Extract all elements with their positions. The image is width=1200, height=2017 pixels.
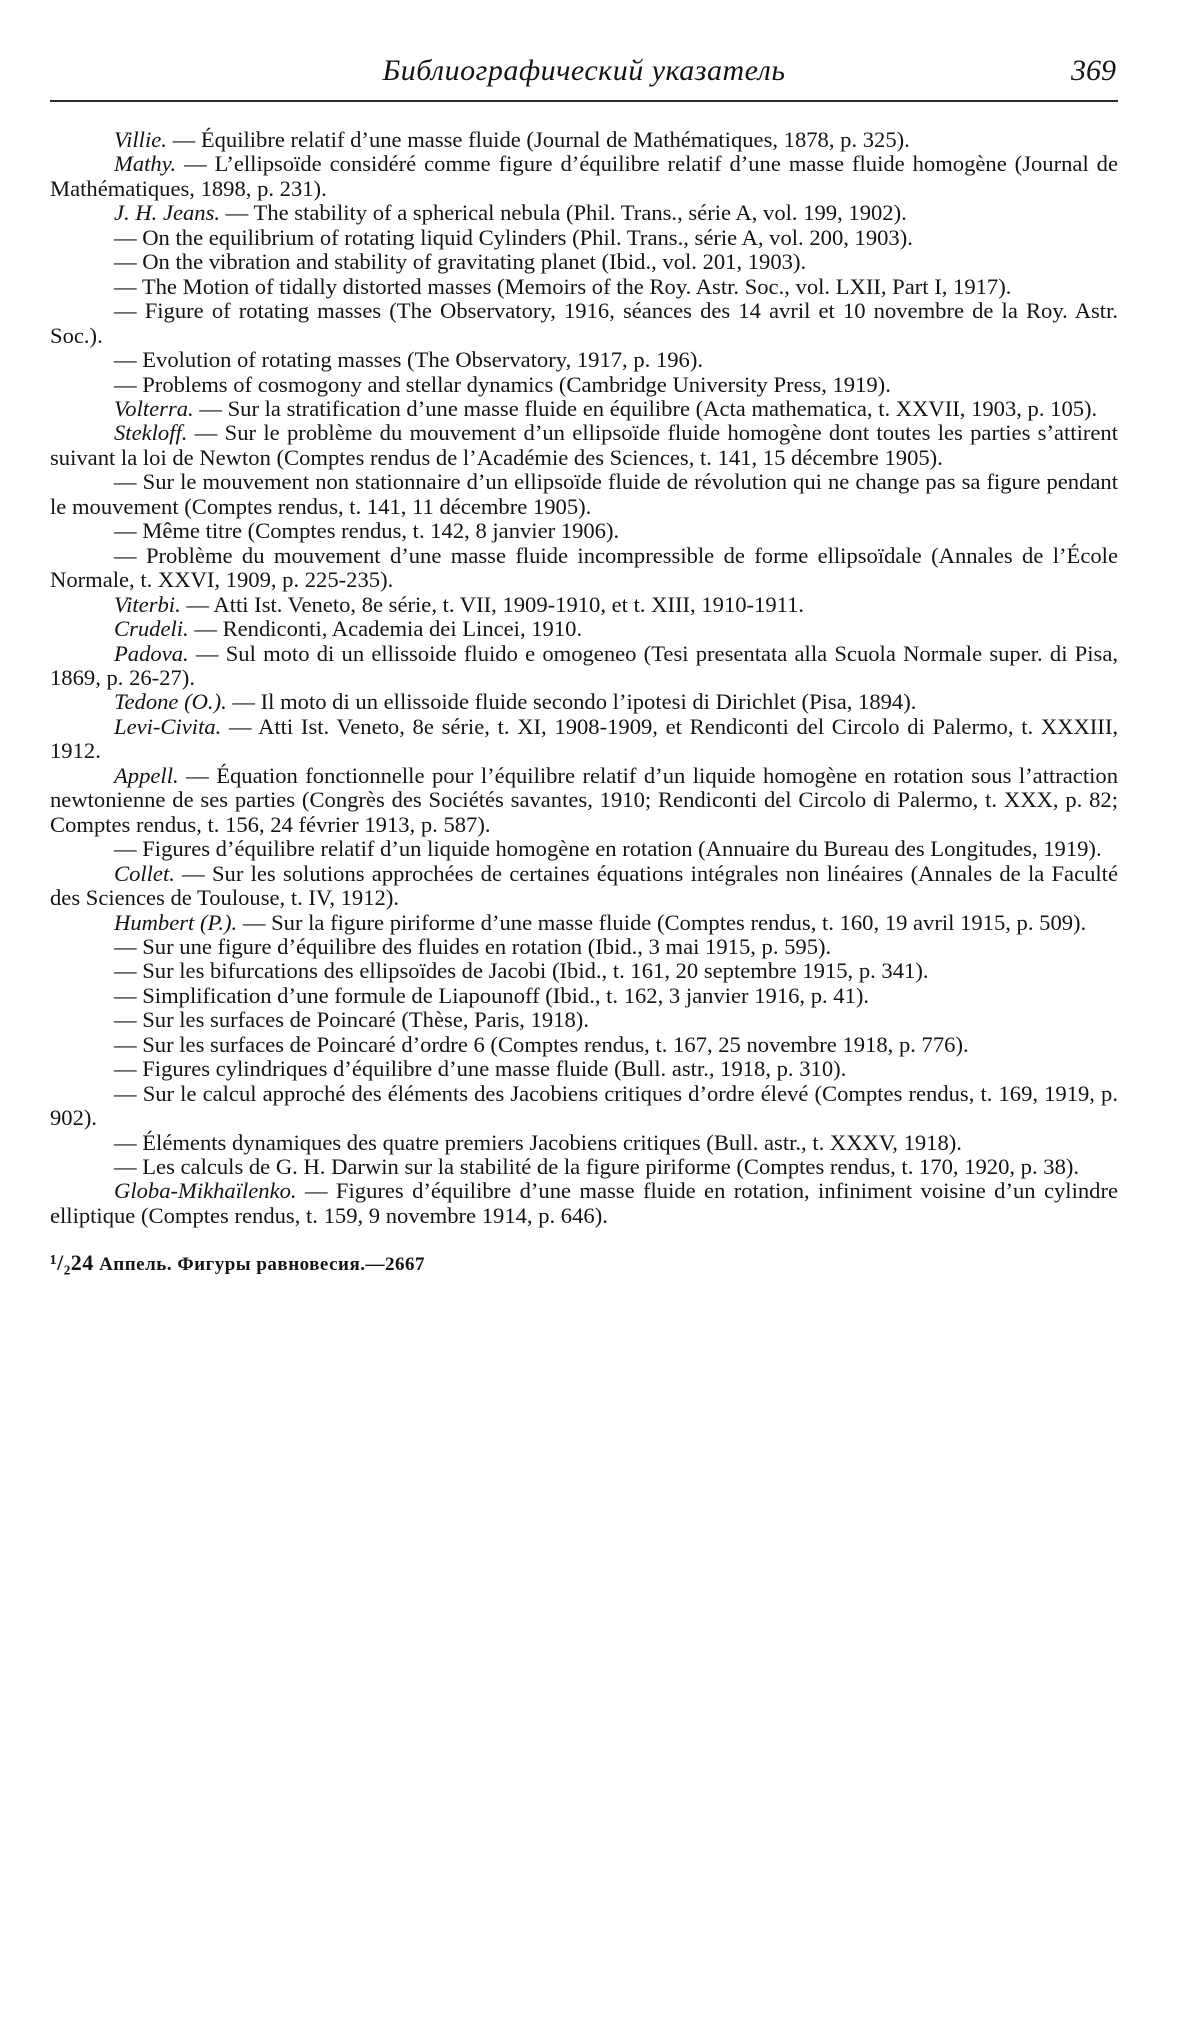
entry-author: Crudeli. [114,616,189,642]
entry-author: Padova. [114,640,189,666]
bibliography-entry [50,1033,1118,1057]
entry-text: — Problème du mouvement d’une masse fluide incompressible de forme ellipsoïdale (Annales de l’École Normale, t. XXVI, 1909, p. 225-235). [50,542,1118,593]
entry-author: Stekloff. [114,420,188,446]
bibliography-entry [50,250,1118,274]
entry-text: — Atti Ist. Veneto, 8e série, t. VII, 1909-1910, et t. XIII, 1910-1911. [180,591,805,617]
bibliography-entry [50,544,1118,593]
bibliography-entry [50,911,1118,935]
entry-text: — Figures cylindriques d’équilibre d’une masse fluide (Bull. astr., 1918, p. 310). [114,1056,847,1082]
entry-text: — Sur les solutions approchées de certaines équations intégrales non linéaires (Annales de la Faculté des Sciences de Toulouse, t. IV, 1912). [50,860,1118,911]
entry-text: — On the vibration and stability of gravitating planet (Ibid., vol. 201, 1903). [114,249,807,275]
entry-text: — Figure of rotating masses (The Observatory, 1916, séances des 14 avril et 10 novembre de la Roy. Astr. Soc.). [50,298,1118,348]
entry-author: Viterbi. [114,591,181,617]
entry-author: Tedone (O.). [114,689,227,715]
entry-text: — Éléments dynamiques des quatre premiers Jacobiens critiques (Bull. astr., t. XXXV, 1918). [114,1129,962,1155]
bibliography-entry [50,421,1118,470]
bibliography-entry [50,837,1118,861]
bibliography-entry [50,1155,1118,1179]
bibliography-entry [50,299,1118,348]
bibliography-entry [50,959,1118,983]
entry-author: Appell. [114,762,179,788]
entry-text: — Sur les surfaces de Poincaré d’ordre 6 (Comptes rendus, t. 167, 25 novembre 1918, p. 776). [114,1031,969,1057]
page-number: 369 [1071,54,1116,87]
bibliography-entry [50,275,1118,299]
bibliography-entry [50,690,1118,714]
bibliography-entry [50,201,1118,225]
entry-text: — Rendiconti, Academia dei Lincei, 1910. [188,616,583,642]
entry-author: Globa-Mikhaïlenko. [114,1178,297,1204]
bibliography-list [50,128,1118,1228]
bibliography-entry [50,397,1118,421]
entry-text: — Atti Ist. Veneto, 8e série, t. XI, 1908-1909, et Rendiconti del Circolo di Palermo, t. XXXIII, 1912. [50,713,1118,764]
entry-text: — Même titre (Comptes rendus, t. 142, 8 janvier 1906). [114,518,620,544]
entry-text: — Sur les surfaces de Poincaré (Thèse, Paris, 1918). [114,1007,589,1033]
entry-text: — Sur le calcul approché des éléments des Jacobiens critiques d’ordre élevé (Comptes rendus, t. 169, 1919, p. 902). [50,1080,1118,1131]
entry-author: J. H. Jeans. [114,200,221,226]
bibliography-entry [50,519,1118,543]
entry-text: — Sur les bifurcations des ellipsoïdes de Jacobi (Ibid., t. 161, 20 septembre 1915, p. 341). [114,958,929,984]
entry-author: Mathy. [114,151,177,177]
bibliography-entry [50,1082,1118,1131]
bibliography-entry [50,862,1118,911]
bibliography-entry [50,128,1118,152]
entry-text: — Sur le mouvement non stationnaire d’un ellipsoïde fluide de révolution qui ne change pas sa figure pendant le mouvement (Comptes rendus, t. 141, 11 décembre 1905). [50,469,1118,519]
running-header [50,48,1118,102]
entry-text: — Problems of cosmogony and stellar dynamics (Cambridge University Press, 1919). [114,371,891,397]
bibliography-entry [50,152,1118,201]
bibliography-entry [50,373,1118,397]
entry-author: Volterra. [114,395,194,421]
entry-author: Humbert (P.). [114,909,238,935]
bibliography-entry [50,1057,1118,1081]
entry-text: — Les calculs de G. H. Darwin sur la stabilité de la figure piriforme (Comptes rendus, t. 170, 1920, p. 38). [114,1154,1080,1180]
bibliography-entry [50,642,1118,691]
running-title: Библиографический указатель [382,54,786,87]
bibliography-entry [50,470,1118,519]
bibliography-entry [50,935,1118,959]
signature-fraction: ¹/₂24 [50,1250,94,1276]
entry-text: — Il moto di un ellissoide fluide secondo l’ipotesi di Dirichlet (Pisa, 1894). [226,689,917,715]
bibliography-entry [50,593,1118,617]
entry-text: — Simplification d’une formule de Liapounoff (Ibid., t. 162, 3 janvier 1916, p. 41). [114,982,870,1008]
page [50,48,1118,1276]
entry-text: — The stability of a spherical nebula (Phil. Trans., série A, vol. 199, 1902). [220,200,907,226]
entry-text: — Sul moto di un ellissoide fluido e omogeneo (Tesi presentata alla Scuola Normale super. di Pisa, 1869, p. 26-27). [50,640,1118,690]
entry-text: — Figures d’équilibre d’une masse fluide en rotation, infiniment voisine d’un cylindre elliptique (Comptes rendus, t. 159, 9 novembre 1914, p. 646). [50,1178,1118,1228]
signature-text: Аппель. Фигуры равновесия.—2667 [99,1254,426,1276]
entry-author: Levi-Civita. [114,713,222,739]
entry-text: — Sur la stratification d’une masse fluide en équilibre (Acta mathematica, t. XXVII, 1903, p. 105). [193,395,1098,421]
bibliography-entry [50,226,1118,250]
bibliography-entry [50,1179,1118,1228]
entry-text: — L’ellipsoïde considéré comme figure d’équilibre relatif d’une masse fluide homogène (Journal de Mathématiques, 1898, p. 231). [50,151,1118,201]
entry-author: Collet. [114,860,175,886]
bibliography-entry [50,1008,1118,1032]
entry-text: — Sur une figure d’équilibre des fluides en rotation (Ibid., 3 mai 1915, p. 595). [114,933,832,959]
entry-text: — Équilibre relatif d’une masse fluide (Journal de Mathématiques, 1878, p. 325). [166,127,910,152]
entry-text: — Figures d’équilibre relatif d’un liquide homogène en rotation (Annuaire du Bureau des Longitudes, 1919). [114,836,1102,862]
bibliography-entry [50,764,1118,837]
entry-text: — Sur la figure piriforme d’une masse fluide (Comptes rendus, t. 160, 19 avril 1915, p. 509). [237,909,1087,935]
bibliography-entry [50,715,1118,764]
bibliography-entry [50,617,1118,641]
entry-text: — On the equilibrium of rotating liquid Cylinders (Phil. Trans., série A, vol. 200, 1903). [114,224,913,250]
bibliography-entry [50,1131,1118,1155]
entry-text: — The Motion of tidally distorted masses (Memoirs of the Roy. Astr. Soc., vol. LXII, Part I, 1917). [114,273,1012,299]
entry-text: — Sur le problème du mouvement d’un ellipsoïde fluide homogène dont toutes les parties s’attirent suivant la loi de Newton (Comptes rendus de l’Académie des Sciences, t. 141, 15 décembre 1905). [50,420,1118,470]
entry-text: — Evolution of rotating masses (The Observatory, 1917, p. 196). [114,347,704,373]
bibliography-entry [50,984,1118,1008]
printer-signature [50,1250,1118,1276]
bibliography-entry [50,348,1118,372]
entry-text: — Équation fonctionnelle pour l’équilibre relatif d’un liquide homogène en rotation sous l’attraction newtonienne de ses parties (Congrès des Sociétés savantes, 1910; Rendiconti del Circolo di Palermo, t. XXX, p. 82; Comptes rendus, t. 156, 24 février 1913, p. 587). [50,762,1118,837]
entry-author: Villie. [114,127,167,152]
